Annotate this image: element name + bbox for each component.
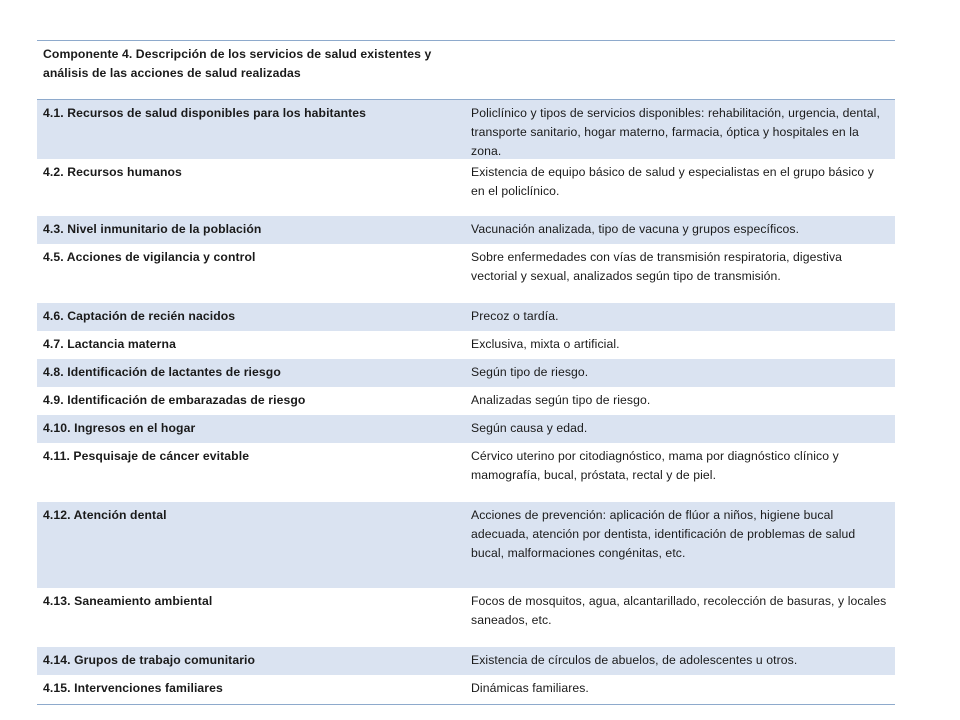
table-title: Componente 4. Descripción de los servicios de salud existentes y análisis de las acciones de salud realizadas — [43, 47, 432, 80]
table-header-row — [37, 41, 895, 100]
row-description: Precoz o tardía. — [471, 309, 559, 323]
row-description: Acciones de prevención: aplicación de flúor a niños, higiene bucal adecuada, atención por dentista, identificación de problemas de salud bucal, malformaciones congénitas, etc. — [471, 508, 856, 560]
row-description: Focos de mosquitos, agua, alcantarillado, recolección de basuras, y locales saneados, etc. — [471, 594, 887, 627]
table-row — [37, 244, 895, 303]
row-description: Exclusiva, mixta o artificial. — [471, 337, 620, 351]
table-row — [37, 303, 895, 331]
row-description: Según causa y edad. — [471, 421, 588, 435]
row-description: Sobre enfermedades con vías de transmisión respiratoria, digestiva vectorial y sexual, analizados según tipo de transmisión. — [471, 250, 843, 283]
table-row — [37, 502, 895, 588]
row-description: Según tipo de riesgo. — [471, 365, 589, 379]
table-row — [37, 647, 895, 675]
row-description: Existencia de círculos de abuelos, de adolescentes u otros. — [471, 653, 798, 667]
row-description: Dinámicas familiares. — [471, 681, 589, 695]
row-label: 4.7. Lactancia materna — [43, 337, 176, 351]
row-label: 4.6. Captación de recién nacidos — [43, 309, 236, 323]
row-label: 4.11. Pesquisaje de cáncer evitable — [43, 449, 250, 463]
table-row — [37, 588, 895, 647]
table-row — [37, 331, 895, 359]
row-label: 4.5. Acciones de vigilancia y control — [43, 250, 256, 264]
row-description: Cérvico uterino por citodiagnóstico, mama por diagnóstico clínico y mamografía, bucal, próstata, rectal y de piel. — [471, 449, 839, 482]
row-label: 4.13. Saneamiento ambiental — [43, 594, 213, 608]
row-label: 4.3. Nivel inmunitario de la población — [43, 222, 262, 236]
components-table — [37, 40, 895, 705]
row-label: 4.1. Recursos de salud disponibles para los habitantes — [43, 106, 367, 120]
row-description: Analizadas según tipo de riesgo. — [471, 393, 651, 407]
table-row — [37, 100, 895, 159]
row-label: 4.10. Ingresos en el hogar — [43, 421, 196, 435]
row-label: 4.14. Grupos de trabajo comunitario — [43, 653, 256, 667]
table-row — [37, 216, 895, 244]
table-row — [37, 359, 895, 387]
table-row — [37, 443, 895, 502]
row-label: 4.15. Intervenciones familiares — [43, 681, 223, 695]
row-label: 4.2. Recursos humanos — [43, 165, 182, 179]
row-description: Existencia de equipo básico de salud y especialistas en el grupo básico y en el policlínico. — [471, 165, 874, 198]
row-description: Vacunación analizada, tipo de vacuna y grupos específicos. — [471, 222, 800, 236]
table-row — [37, 675, 895, 704]
table-row — [37, 415, 895, 443]
table-row — [37, 159, 895, 216]
row-label: 4.8. Identificación de lactantes de riesgo — [43, 365, 281, 379]
row-label: 4.9. Identificación de embarazadas de riesgo — [43, 393, 306, 407]
table-row — [37, 387, 895, 415]
row-description: Policlínico y tipos de servicios disponibles: rehabilitación, urgencia, dental, transporte sanitario, hogar materno, farmacia, óptica y hospitales en la zona. — [471, 106, 880, 158]
row-label: 4.12. Atención dental — [43, 508, 167, 522]
